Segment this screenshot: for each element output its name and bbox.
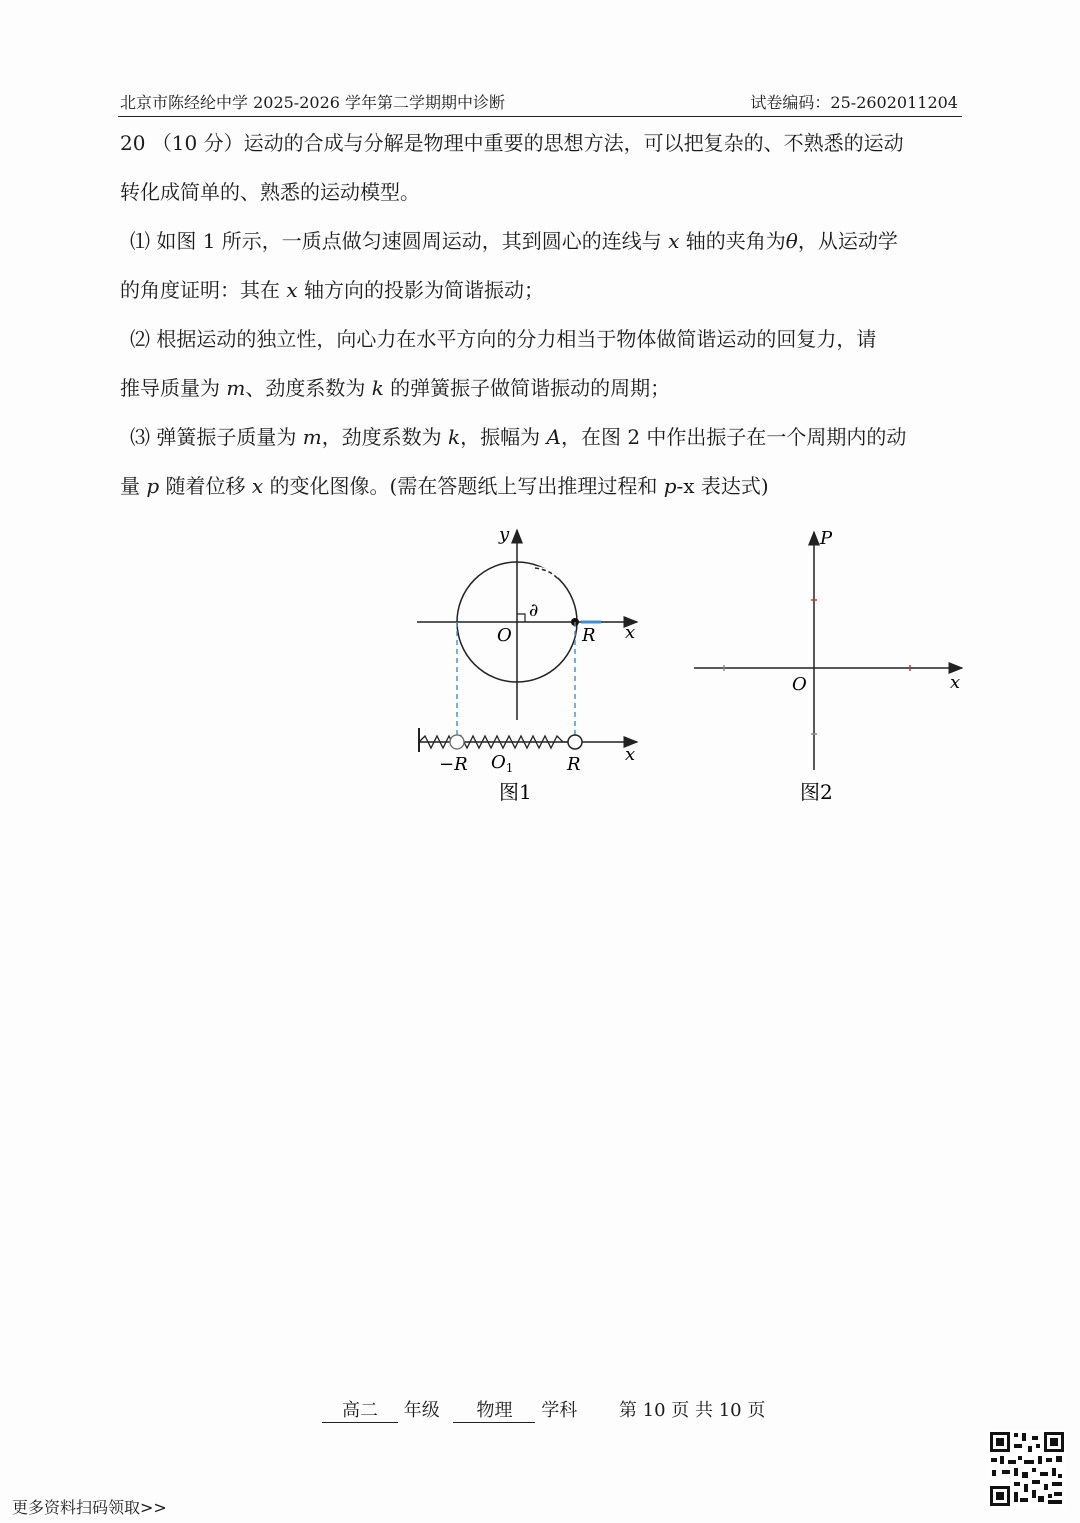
footer-grade-label: 年级 <box>403 1400 440 1421</box>
part-3-line-2: 量 p 随着位移 x 的变化图像。(需在答题纸上写出推理过程和 p-x 表达式) <box>120 474 769 498</box>
fig1-angle-mark <box>517 614 525 622</box>
fig1-oscillator <box>568 735 582 749</box>
fig1-y-label: y <box>499 524 510 545</box>
fig1-r2-label: R <box>567 754 581 775</box>
footer-note: 更多资料扫码领取>> <box>12 1498 167 1517</box>
fig1-caption: 图1 <box>499 780 532 804</box>
exam-code: 试卷编码：25-2602011204 <box>750 93 958 112</box>
question-line-1: 20 （10 分）运动的合成与分解是物理中重要的思想方法，可以把复杂的、不熟悉的运动 <box>120 131 904 155</box>
part-1-line-1: ⑴ 如图 1 所示，一质点做匀速圆周运动，其到圆心的连线与 x 轴的夹角为θ，从运动学 <box>130 229 898 253</box>
fig2-caption: 图2 <box>800 780 833 804</box>
fig1-o1-label: $O_1$ <box>491 752 514 775</box>
page-footer <box>322 1396 765 1423</box>
fig1-origin-label: O <box>497 625 512 646</box>
fig1-x-label: x <box>625 622 636 643</box>
fig1-angle-label: ∂ <box>529 600 539 621</box>
qr-code[interactable] <box>988 1430 1066 1508</box>
fig1-oscillator-ghost <box>450 735 464 749</box>
footer-grade: 高二 <box>322 1396 398 1423</box>
footer-subject: 物理 <box>453 1396 535 1423</box>
figure-1 <box>405 520 665 810</box>
school-exam-title: 北京市陈经纶中学 2025-2026 学年第二学期期中诊断 <box>120 93 506 112</box>
fig2-x-label: x <box>950 672 961 693</box>
part-2-line-1: ⑵ 根据运动的独立性，向心力在水平方向的分力相当于物体做简谐运动的回复力，请 <box>130 327 877 351</box>
fig1-x2-label: x <box>625 744 636 765</box>
footer-subject-label: 学科 <box>541 1400 578 1421</box>
part-1-line-2: 的角度证明：其在 x 轴方向的投影为简谐振动； <box>120 278 544 302</box>
fig1-r-label: R <box>582 625 596 646</box>
question-line-2: 转化成简单的、熟悉的运动模型。 <box>120 180 420 204</box>
fig2-origin-label: O <box>792 674 807 695</box>
fig1-neg-r-label: −R <box>439 754 468 775</box>
page-header <box>118 86 962 117</box>
fig1-dashed-arc <box>535 568 557 578</box>
part-2-line-2: 推导质量为 m、劲度系数为 k 的弹簧振子做简谐振动的周期； <box>120 376 671 400</box>
figure-2 <box>688 520 978 810</box>
footer-page-number: 第 10 页 共 10 页 <box>618 1400 766 1421</box>
fig2-p-label: P <box>820 528 833 549</box>
part-3-line-1: ⑶ 弹簧振子质量为 m，劲度系数为 k，振幅为 A，在图 2 中作出振子在一个周期内的动 <box>130 425 907 449</box>
